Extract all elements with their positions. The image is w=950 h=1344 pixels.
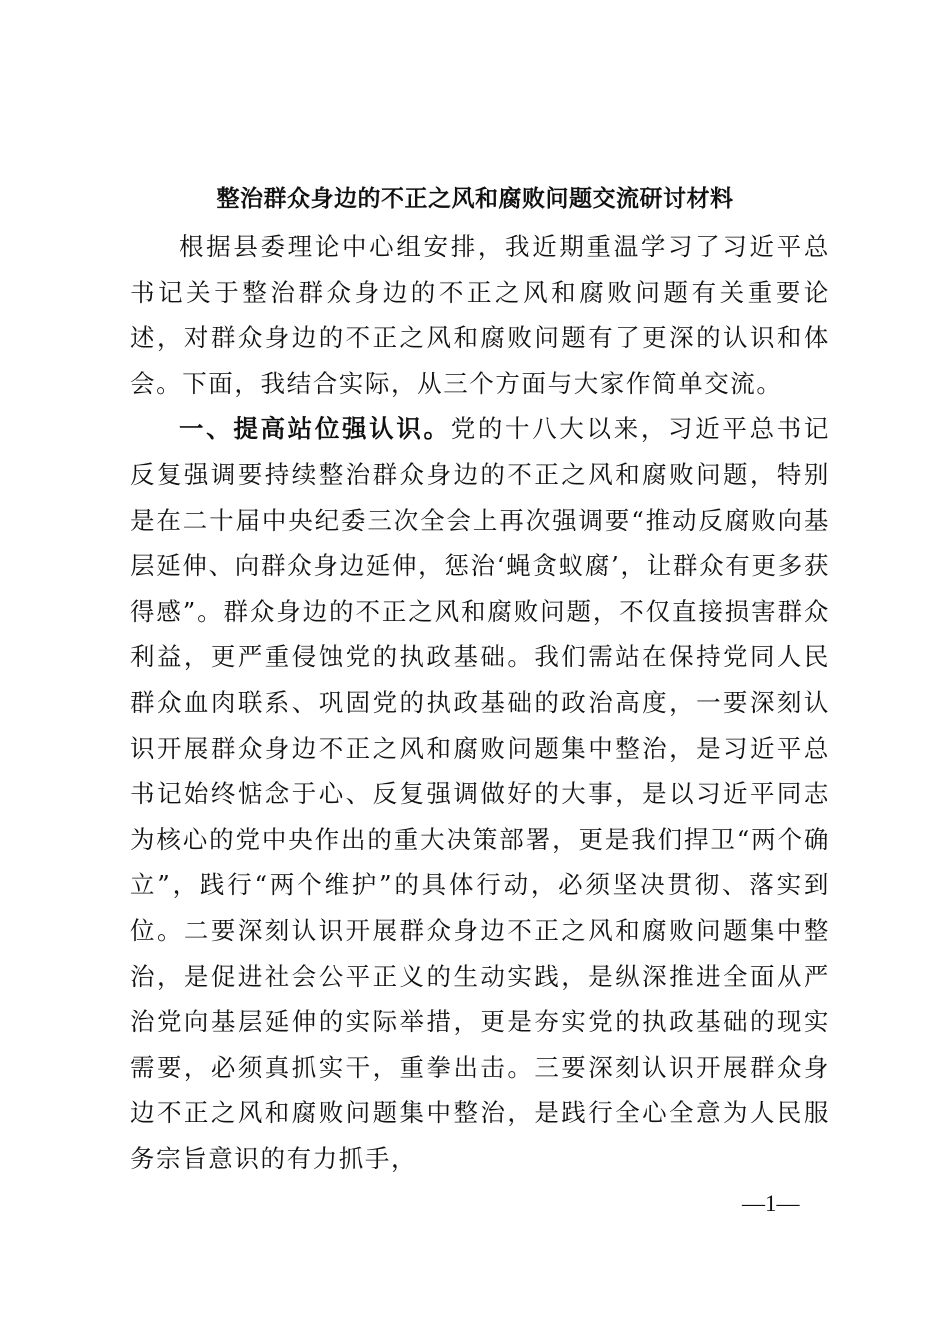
page-number: —1—	[742, 1191, 800, 1216]
section-1-text: 党的十八大以来，习近平总书记反复强调要持续整治群众身边的不正之风和腐败问题，特别是在二十届中央纪委三次全会上再次强调要“推动反腐败向基层延伸、向群众身边延伸，惩治‘蝇贪蚁腐’，让群众有更多获得感”。群众身边的不正之风和腐败问题，不仅直接损害群众利益，更严重侵蚀党的执政基础。我们需站在保持党同人民群众血肉联系、巩固党的执政基础的政治高度，一要深刻认识开展群众身边不正之风和腐败问题集中整治，是习近平总书记始终惦念于心、反复强调做好的大事，是以习近平同志为核心的党中央作出的重大决策部署，更是我们捍卫“两个确立”，践行“两个维护”的具体行动，必须坚决贯彻、落实到位。二要深刻认识开展群众身边不正之风和腐败问题集中整治，是促进社会公平正义的生动实践，是纵深推进全面从严治党向基层延伸的实际举措，更是夯实党的执政基础的现实需要，必须真抓实干，重拳出击。三要深刻认识开展群众身边不正之风和腐败问题集中整治，是践行全心全意为人民服务宗旨意识的有力抓手，	[130, 414, 831, 1173]
document-title: 整治群众身边的不正之风和腐败问题交流研讨材料	[216, 185, 734, 212]
intro-paragraph: 根据县委理论中心组安排，我近期重温学习了习近平总书记关于整治群众身边的不正之风和腐败问题有关重要论述，对群众身边的不正之风和腐败问题有了更深的认识和体会。下面，我结合实际，从三个方面与大家作简单交流。	[130, 232, 830, 398]
section-1-heading: 一、提高站位强认识。	[179, 414, 451, 444]
section-1-paragraph	[130, 406, 830, 1181]
document-body	[130, 224, 830, 1181]
